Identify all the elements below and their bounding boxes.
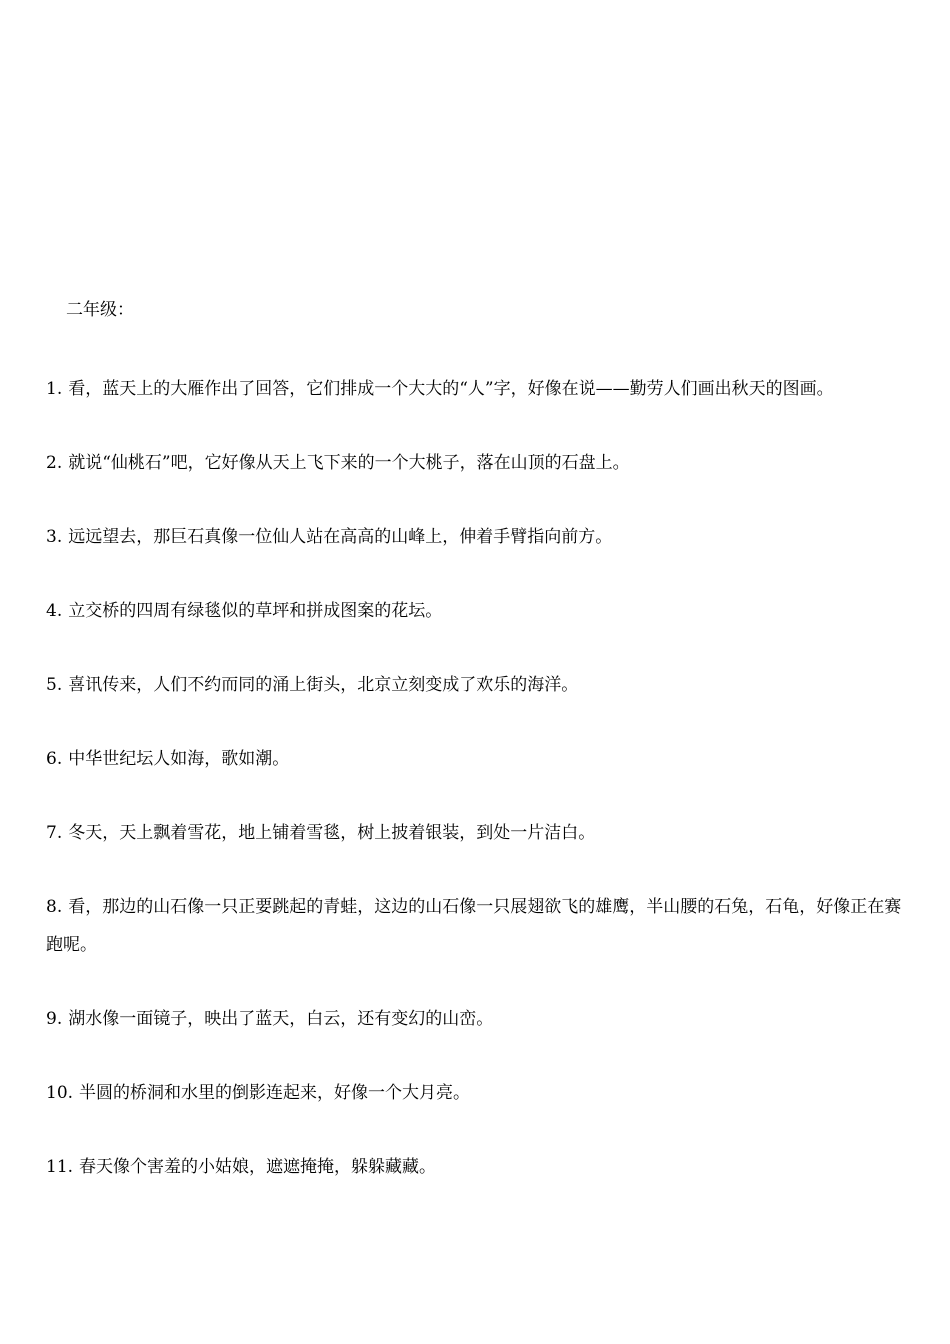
list-item: [46, 1000, 916, 1038]
list-item: [46, 814, 916, 852]
item-number: 3.: [46, 527, 63, 547]
item-number: 6.: [46, 749, 63, 769]
list-item: [46, 740, 916, 778]
item-number: 7.: [46, 823, 63, 843]
item-text: 半圆的桥洞和水里的倒影连起来，好像一个大月亮。: [79, 1083, 471, 1103]
item-number: 10.: [46, 1083, 74, 1103]
sentence-list: [46, 370, 916, 1222]
item-number: 5.: [46, 675, 63, 695]
item-number: 2.: [46, 453, 63, 473]
item-text: 看，那边的山石像一只正要跳起的青蛙，这边的山石像一只展翅欲飞的雄鹰，半山腰的石兔，石龟，好像正在赛跑呢。: [46, 897, 902, 955]
item-text: 立交桥的四周有绿毯似的草坪和拼成图案的花坛。: [68, 601, 443, 621]
item-text: 中华世纪坛人如海，歌如潮。: [68, 749, 290, 769]
item-text: 远远望去，那巨石真像一位仙人站在高高的山峰上，伸着手臂指向前方。: [68, 527, 613, 547]
item-text: 湖水像一面镜子，映出了蓝天，白云，还有变幻的山峦。: [68, 1009, 494, 1029]
item-text: 冬天，天上飘着雪花，地上铺着雪毯，树上披着银装，到处一片洁白。: [68, 823, 596, 843]
item-text: 喜讯传来，人们不约而同的涌上街头，北京立刻变成了欢乐的海洋。: [68, 675, 579, 695]
item-number: 8.: [46, 897, 63, 917]
item-number: 1.: [46, 379, 63, 399]
item-text: 看，蓝天上的大雁作出了回答，它们排成一个大大的“人”字，好像在说——勤劳人们画出秋天的图画。: [68, 379, 834, 399]
item-number: 4.: [46, 601, 63, 621]
list-item: [46, 518, 916, 556]
list-item: [46, 888, 916, 964]
list-item: [46, 1074, 916, 1112]
item-text: 就说“仙桃石”吧，它好像从天上飞下来的一个大桃子，落在山顶的石盘上。: [68, 453, 630, 473]
list-item: [46, 592, 916, 630]
grade-heading: 二年级：: [66, 300, 134, 320]
list-item: [46, 1148, 916, 1186]
list-item: [46, 444, 916, 482]
item-number: 9.: [46, 1009, 63, 1029]
item-text: 春天像个害羞的小姑娘，遮遮掩掩，躲躲藏藏。: [79, 1157, 437, 1177]
list-item: [46, 370, 916, 408]
list-item: [46, 666, 916, 704]
item-number: 11.: [46, 1157, 74, 1177]
